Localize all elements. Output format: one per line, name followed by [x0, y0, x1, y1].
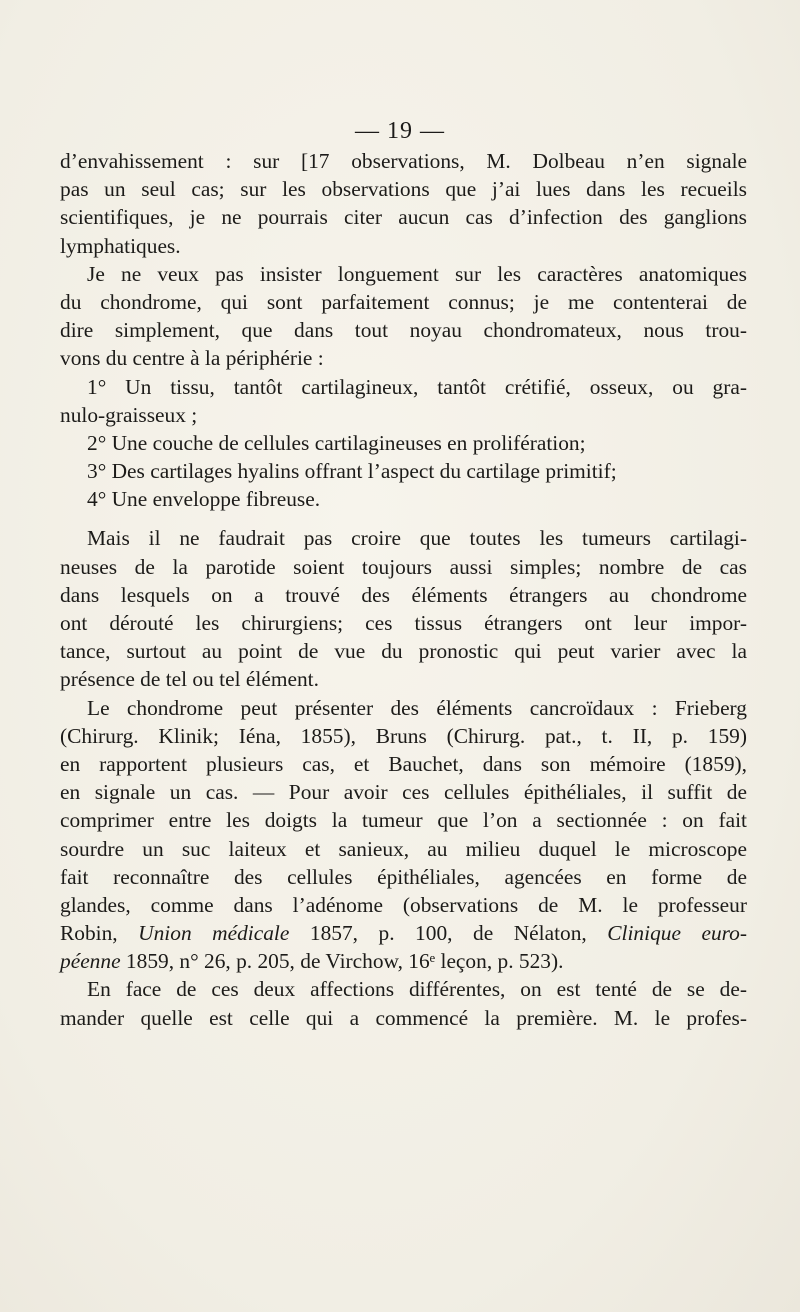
text-line: scientifiques, je ne pourrais citer aucun cas d’infection des ganglions	[60, 205, 747, 230]
text-line	[60, 919, 747, 947]
text-line: fait reconnaître des cellules épithéliales, agencées en forme de	[60, 864, 747, 889]
text-line: présence de tel ou tel élément.	[60, 667, 319, 692]
text-line: Mais il ne faudrait pas croire que toutes les tumeurs cartilagi-	[87, 526, 747, 551]
text-fragment: Robin,	[60, 921, 139, 946]
italic-reference: Clinique euro-	[607, 921, 748, 946]
text-line: comprimer entre les doigts la tumeur que l’on a sectionnée : on fait	[60, 808, 747, 833]
text-line: 4° Une enveloppe fibreuse.	[87, 487, 321, 512]
text-line: (Chirurg. Klinik; Iéna, 1855), Bruns (Chirurg. pat., t. II, p. 159)	[60, 723, 747, 748]
text-line: nulo-graisseux ;	[60, 402, 198, 427]
text-line: en rapportent plusieurs cas, et Bauchet, dans son mémoire (1859),	[60, 751, 747, 776]
text-line: glandes, comme dans l’adénome (observations de M. le professeur	[60, 892, 747, 917]
text-line: mander quelle est celle qui a commencé la première. M. le profes-	[60, 1005, 747, 1030]
text-line: 1° Un tissu, tantôt cartilagineux, tantôt crétifié, osseux, ou gra-	[87, 374, 747, 399]
text-line: du chondrome, qui sont parfaitement connus; je me contenterai de	[60, 289, 747, 314]
text-fragment: 1859, n° 26, p. 205, de Virchow, 16ᵉ leçon, p. 523).	[120, 949, 564, 974]
text-line: vons du centre à la périphérie :	[60, 346, 324, 371]
text-line: 3° Des cartilages hyalins offrant l’aspect du cartilage primitif;	[87, 459, 617, 484]
page-number: — 19 —	[355, 118, 445, 144]
text-line: pas un seul cas; sur les observations que j’ai lues dans les recueils	[60, 177, 747, 202]
text-line: dans lesquels on a trouvé des éléments étrangers au chondrome	[60, 582, 747, 607]
italic-reference: péenne	[60, 949, 121, 974]
text-line: d’envahissement : sur [17 observations, M. Dolbeau n’en signale	[60, 149, 747, 173]
text-line: 2° Une couche de cellules cartilagineuses en prolifération;	[87, 430, 586, 455]
italic-reference: Union médicale	[138, 921, 290, 946]
text-line: ont dérouté les chirurgiens; ces tissus étrangers ont leur impor-	[60, 611, 747, 635]
text-line: en signale un cas. — Pour avoir ces cellules épithéliales, il suffit de	[60, 780, 747, 805]
body-text	[60, 147, 747, 1032]
text-line: lymphatiques.	[60, 233, 181, 258]
text-line: tance, surtout au point de vue du pronostic qui peut varier avec la	[60, 639, 747, 664]
text-line: En face de ces deux affections différentes, on est tenté de se de-	[87, 977, 747, 1002]
text-line	[60, 947, 747, 975]
text-line: neuses de la parotide soient toujours aussi simples; nombre de cas	[60, 554, 747, 579]
text-line: dire simplement, que dans tout noyau chondromateux, nous trou-	[60, 318, 747, 343]
text-fragment: 1857, p. 100, de Nélaton,	[289, 921, 608, 946]
text-line: sourdre un suc laiteux et sanieux, au milieu duquel le microscope	[60, 836, 747, 861]
text-line: Je ne veux pas insister longuement sur les caractères anatomiques	[87, 261, 747, 286]
text-line: Le chondrome peut présenter des éléments cancroïdaux : Frieberg	[87, 695, 747, 720]
